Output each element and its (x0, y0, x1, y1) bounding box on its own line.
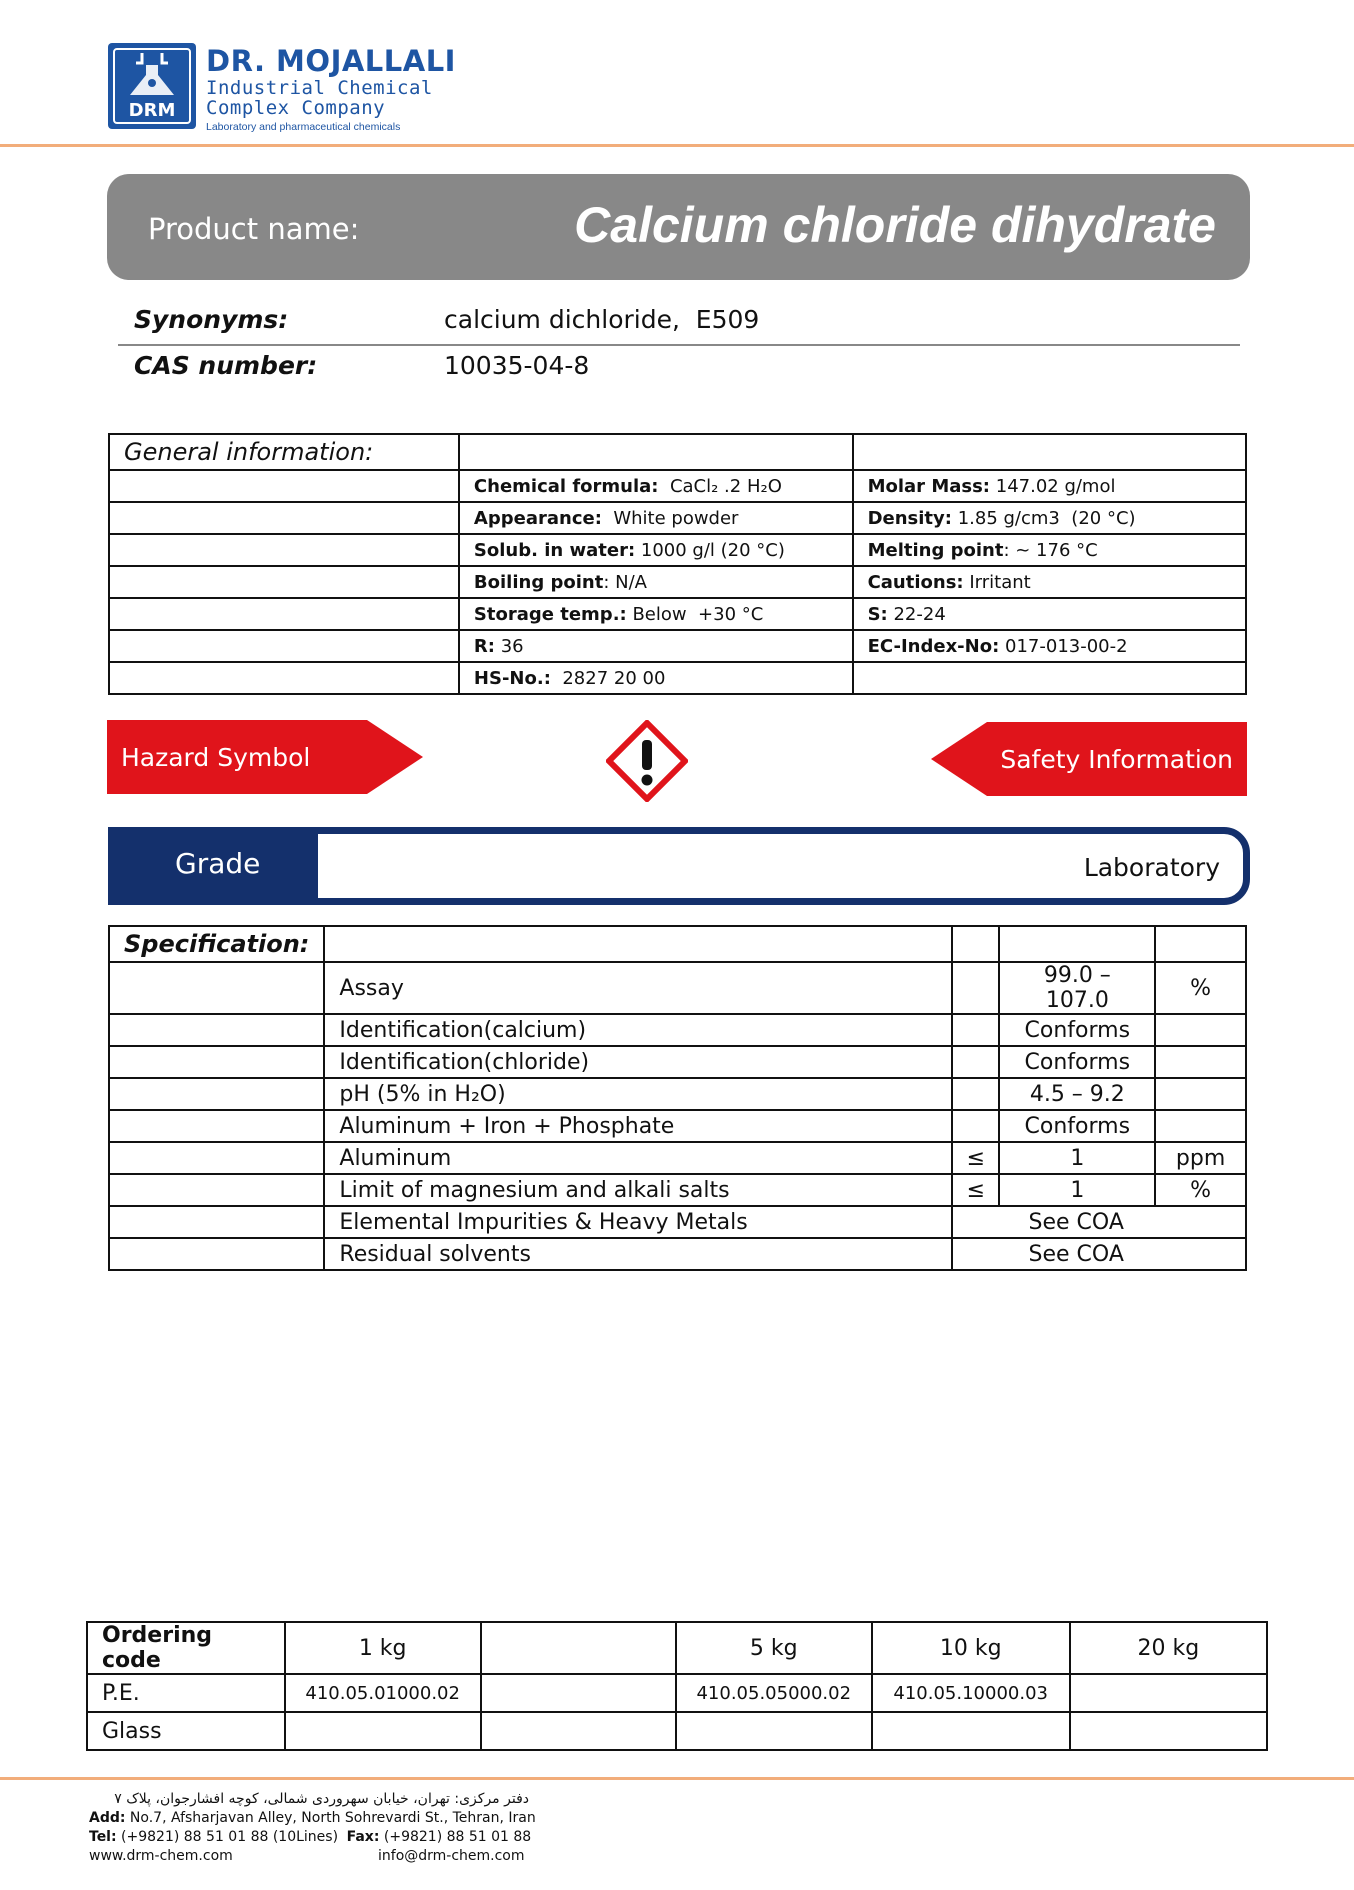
spec-test-name: Identification(calcium) (324, 1014, 952, 1046)
info-label: Density: (867, 507, 952, 529)
table-row (87, 1712, 1267, 1750)
table-row (109, 1078, 1246, 1110)
spec-unit (1155, 1014, 1246, 1046)
spec-value: 99.0 – 107.0 (999, 962, 1155, 1014)
footer-tel-label: Tel: (89, 1829, 117, 1845)
info-value: 017-013-00-2 (999, 635, 1128, 657)
spec-operator (952, 1014, 999, 1046)
table-row (109, 1110, 1246, 1142)
pack-size: 5 kg (676, 1622, 872, 1674)
table-row (109, 1206, 1246, 1238)
footer (89, 1790, 536, 1866)
pack-size: 1 kg (285, 1622, 481, 1674)
table-row (109, 502, 1246, 534)
ordering-code: 410.05.01000.02 (285, 1674, 481, 1712)
info-cell (853, 598, 1246, 630)
spec-test-name: pH (5% in H₂O) (324, 1078, 952, 1110)
spec-value: See COA (952, 1206, 1246, 1238)
ordering-code (1070, 1674, 1267, 1712)
grade-value: Laboratory (1083, 853, 1220, 882)
table-row (109, 534, 1246, 566)
pack-size (481, 1622, 676, 1674)
info-value: 36 (494, 635, 524, 657)
company-logo (108, 43, 196, 129)
info-cell (459, 566, 853, 598)
product-name-label: Product name: (148, 212, 360, 246)
info-value: : N/A (603, 571, 647, 593)
synonyms-divider (118, 344, 1240, 346)
info-cell (459, 534, 853, 566)
info-cell (459, 630, 853, 662)
table-row (109, 598, 1246, 630)
info-label: HS-No.: (473, 667, 551, 689)
info-value: 147.02 g/mol (990, 475, 1116, 497)
spec-operator (952, 1078, 999, 1110)
info-cell (459, 470, 853, 502)
footer-fax-label: Fax: (346, 1829, 380, 1845)
spec-value: See COA (952, 1238, 1246, 1270)
spec-unit (1155, 1078, 1246, 1110)
table-row (109, 962, 1246, 1014)
info-cell (853, 502, 1246, 534)
info-value: Below +30 °C (626, 603, 764, 625)
table-row (109, 1014, 1246, 1046)
table-row (109, 434, 1246, 470)
info-value: 22-24 (887, 603, 946, 625)
specification-table (108, 925, 1247, 1271)
info-label: R: (473, 635, 495, 657)
info-value: CaCl₂ .2 H₂O (658, 475, 782, 497)
brand-block (206, 44, 456, 133)
info-cell (853, 534, 1246, 566)
brand-name: DR. MOJALLALI (206, 44, 456, 78)
cas-value: 10035-04-8 (444, 351, 590, 380)
spec-test-name: Aluminum (324, 1142, 952, 1174)
ordering-code (285, 1712, 481, 1750)
spec-unit: ppm (1155, 1142, 1246, 1174)
ordering-code (676, 1712, 872, 1750)
info-cell (853, 662, 1246, 694)
info-cell (459, 662, 853, 694)
table-row (109, 470, 1246, 502)
footer-fax: (+9821) 88 51 01 88 (379, 1829, 532, 1845)
spec-value: 4.5 – 9.2 (999, 1078, 1155, 1110)
specification-title: Specification: (109, 926, 324, 962)
general-information-table (108, 433, 1247, 695)
ordering-code: 410.05.05000.02 (676, 1674, 872, 1712)
spec-unit (1155, 1110, 1246, 1142)
hazard-symbol-label: Hazard Symbol (121, 743, 311, 772)
spec-operator (952, 1110, 999, 1142)
footer-divider (0, 1777, 1354, 1780)
table-row (109, 1238, 1246, 1270)
brand-line-1: Industrial Chemical (206, 77, 433, 99)
spec-test-name: Identification(chloride) (324, 1046, 952, 1078)
spec-unit: % (1155, 962, 1246, 1014)
footer-address-persian: دفتر مرکزی: تهران، خیابان سهروردی شمالی، کوچه افشارجوان، پلاک ۷ (114, 1791, 529, 1807)
info-label: Molar Mass: (867, 475, 991, 497)
ordering-code (481, 1712, 676, 1750)
info-label: S: (867, 603, 888, 625)
table-row (109, 1046, 1246, 1078)
table-row (109, 926, 1246, 962)
info-label: Cautions: (867, 571, 964, 593)
ordering-code (481, 1674, 676, 1712)
logo-text: DRM (128, 100, 176, 121)
ordering-code: 410.05.10000.03 (872, 1674, 1070, 1712)
pack-size: 20 kg (1070, 1622, 1267, 1674)
pack-size: 10 kg (872, 1622, 1070, 1674)
info-value: 1.85 g/cm3 (20 °C) (951, 507, 1136, 529)
footer-tel: (+9821) 88 51 01 88 (10Lines) (116, 1829, 339, 1845)
safety-information-arrow (931, 722, 1247, 796)
spec-operator: ≤ (952, 1174, 999, 1206)
packaging-type: Glass (87, 1712, 285, 1750)
synonyms-value: calcium dichloride, E509 (444, 305, 760, 334)
safety-information-label: Safety Information (1000, 745, 1233, 774)
info-cell (853, 470, 1246, 502)
spec-value: 1 (999, 1174, 1155, 1206)
info-label: Storage temp.: (473, 603, 627, 625)
info-value: Irritant (963, 571, 1031, 593)
spec-test-name: Elemental Impurities & Heavy Metals (324, 1206, 952, 1238)
packaging-type: P.E. (87, 1674, 285, 1712)
ordering-code (872, 1712, 1070, 1750)
spec-value: Conforms (999, 1014, 1155, 1046)
flask-logo-icon (108, 43, 196, 129)
table-row (109, 662, 1246, 694)
spec-operator (952, 962, 999, 1014)
synonyms-label: Synonyms: (134, 305, 289, 334)
info-label: Appearance: (473, 507, 602, 529)
footer-email-link[interactable]: info@drm-chem.com (378, 1848, 525, 1864)
spec-test-name: Aluminum + Iron + Phosphate (324, 1110, 952, 1142)
info-cell (853, 566, 1246, 598)
spec-operator: ≤ (952, 1142, 999, 1174)
table-row (109, 1174, 1246, 1206)
hazard-symbol-arrow (107, 720, 423, 794)
spec-unit (1155, 1046, 1246, 1078)
spec-value: Conforms (999, 1110, 1155, 1142)
cas-label: CAS number: (134, 351, 318, 380)
footer-website-link[interactable]: www.drm-chem.com (89, 1848, 233, 1864)
table-row (109, 1142, 1246, 1174)
spec-test-name: Limit of magnesium and alkali salts (324, 1174, 952, 1206)
table-row (87, 1622, 1267, 1674)
spec-unit: % (1155, 1174, 1246, 1206)
product-name: Calcium chloride dihydrate (574, 197, 1216, 253)
header-divider (0, 144, 1354, 147)
info-cell (459, 502, 853, 534)
exclamation-mark-hazard-icon (606, 720, 688, 802)
info-value: : ~ 176 °C (1003, 539, 1098, 561)
info-label: EC-Index-No: (867, 635, 1000, 657)
brand-tagline: Laboratory and pharmaceutical chemicals (206, 121, 401, 133)
spec-operator (952, 1046, 999, 1078)
footer-address: No.7, Afsharjavan Alley, North Sohrevardi St., Tehran, Iran (125, 1810, 536, 1826)
info-cell (853, 630, 1246, 662)
ordering-code-label: Ordering code (87, 1622, 285, 1674)
footer-address-label: Add: (89, 1810, 126, 1826)
info-label: Boiling point (473, 571, 604, 593)
info-cell (459, 598, 853, 630)
info-label: Melting point (867, 539, 1004, 561)
ordering-code-table (86, 1621, 1268, 1751)
spec-value: Conforms (999, 1046, 1155, 1078)
brand-line-2: Complex Company (206, 97, 386, 119)
ordering-code (1070, 1712, 1267, 1750)
table-row (109, 566, 1246, 598)
info-value: White powder (601, 507, 739, 529)
spec-test-name: Residual solvents (324, 1238, 952, 1270)
info-value: 2827 20 00 (550, 667, 666, 689)
info-label: Solub. in water: (473, 539, 636, 561)
spec-value: 1 (999, 1142, 1155, 1174)
table-row (109, 630, 1246, 662)
spec-test-name: Assay (324, 962, 952, 1014)
info-value: 1000 g/l (20 °C) (635, 539, 785, 561)
general-information-title: General information: (109, 434, 459, 470)
table-row (87, 1674, 1267, 1712)
info-label: Chemical formula: (473, 475, 659, 497)
grade-label: Grade (175, 847, 261, 880)
